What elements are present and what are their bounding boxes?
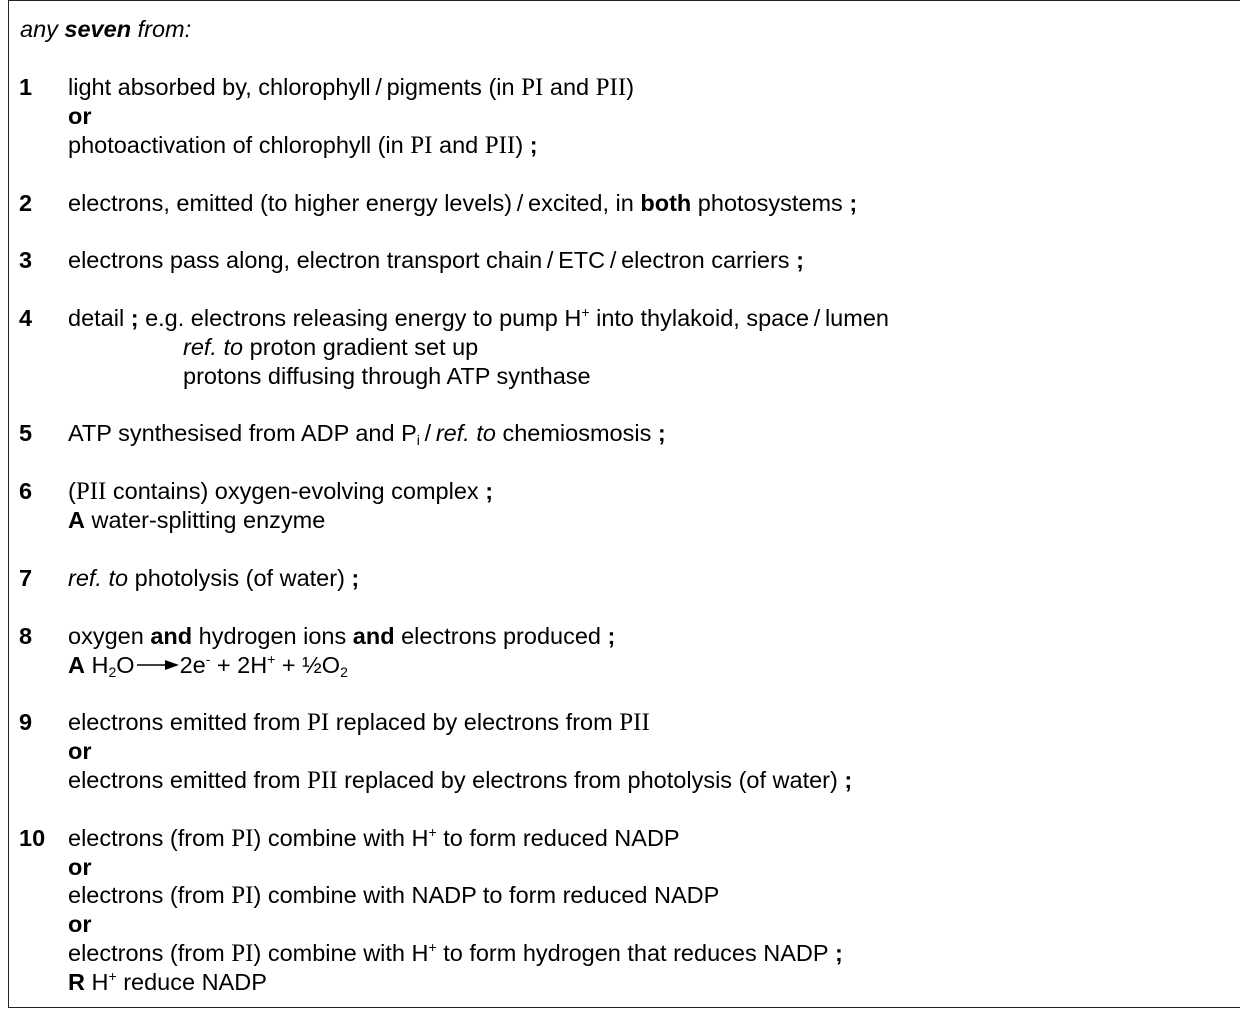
point-3-line: electrons pass along, electron transport chain / ETC / electron carriers ; [68,247,804,273]
point-7-number: 7 [19,565,33,591]
point-2-number: 2 [19,190,33,216]
point-10-line-1: electrons (from PI) combine with H+ to form reduced NADP [68,824,680,852]
point-10-or-1: or [68,854,92,880]
point-1-number: 1 [19,74,33,100]
point-10-line-2: electrons (from PI) combine with NADP to form reduced NADP [68,882,720,909]
point-10-number: 10 [19,825,46,851]
point-8-number: 8 [19,623,33,649]
point-5-line: ATP synthesised from ADP and $P_i$ / ref. to chemiosmosis ; [68,420,666,448]
point-8-equation: A $H_2O$ $2e^- + 2H^+ + \frac{1}{2}O_2$ [68,651,348,680]
point-4-line-3: protons diffusing through ATP synthase [183,363,591,389]
point-2-line: electrons, emitted (to higher energy levels) / excited, in both photosystems ; [68,190,858,216]
point-10-line-3: electrons (from PI) combine with H+ to form hydrogen that reduces NADP ; [68,939,843,967]
point-3-number: 3 [19,247,33,273]
reaction-arrow-icon [137,660,179,670]
point-8-line-1: oxygen and hydrogen ions and electrons produced ; [68,623,616,649]
point-10-or-2: or [68,911,92,937]
point-9-or: or [68,738,92,764]
point-10-reject: R H+ reduce NADP [68,968,267,995]
point-9-number: 9 [19,709,33,735]
point-6-number: 6 [19,478,33,504]
point-1-or: or [68,103,92,129]
point-9-line-1: electrons emitted from PI replaced by electrons from PII [68,709,650,736]
point-1-line-1: light absorbed by, chlorophyll / pigments (in PI and PII) [68,74,635,101]
point-4-line-2: ref. to proton gradient set up [183,334,479,360]
point-6-line-1: (PII contains) oxygen-evolving complex ; [68,478,494,505]
header-line: any seven from: [20,16,192,42]
point-4-line-1: detail ; e.g. electrons releasing energy to pump H+ into thylakoid, space / lumen [68,304,889,331]
point-6-line-2: A water-splitting enzyme [68,507,326,533]
point-4-number: 4 [19,305,33,331]
point-9-line-2: electrons emitted from PII replaced by electrons from photolysis (of water) ; [68,767,853,794]
point-7-line: ref. to photolysis (of water) ; [68,565,360,591]
point-1-line-2: photoactivation of chlorophyll (in PI and PII) ; [68,132,538,159]
point-5-number: 5 [19,420,33,446]
